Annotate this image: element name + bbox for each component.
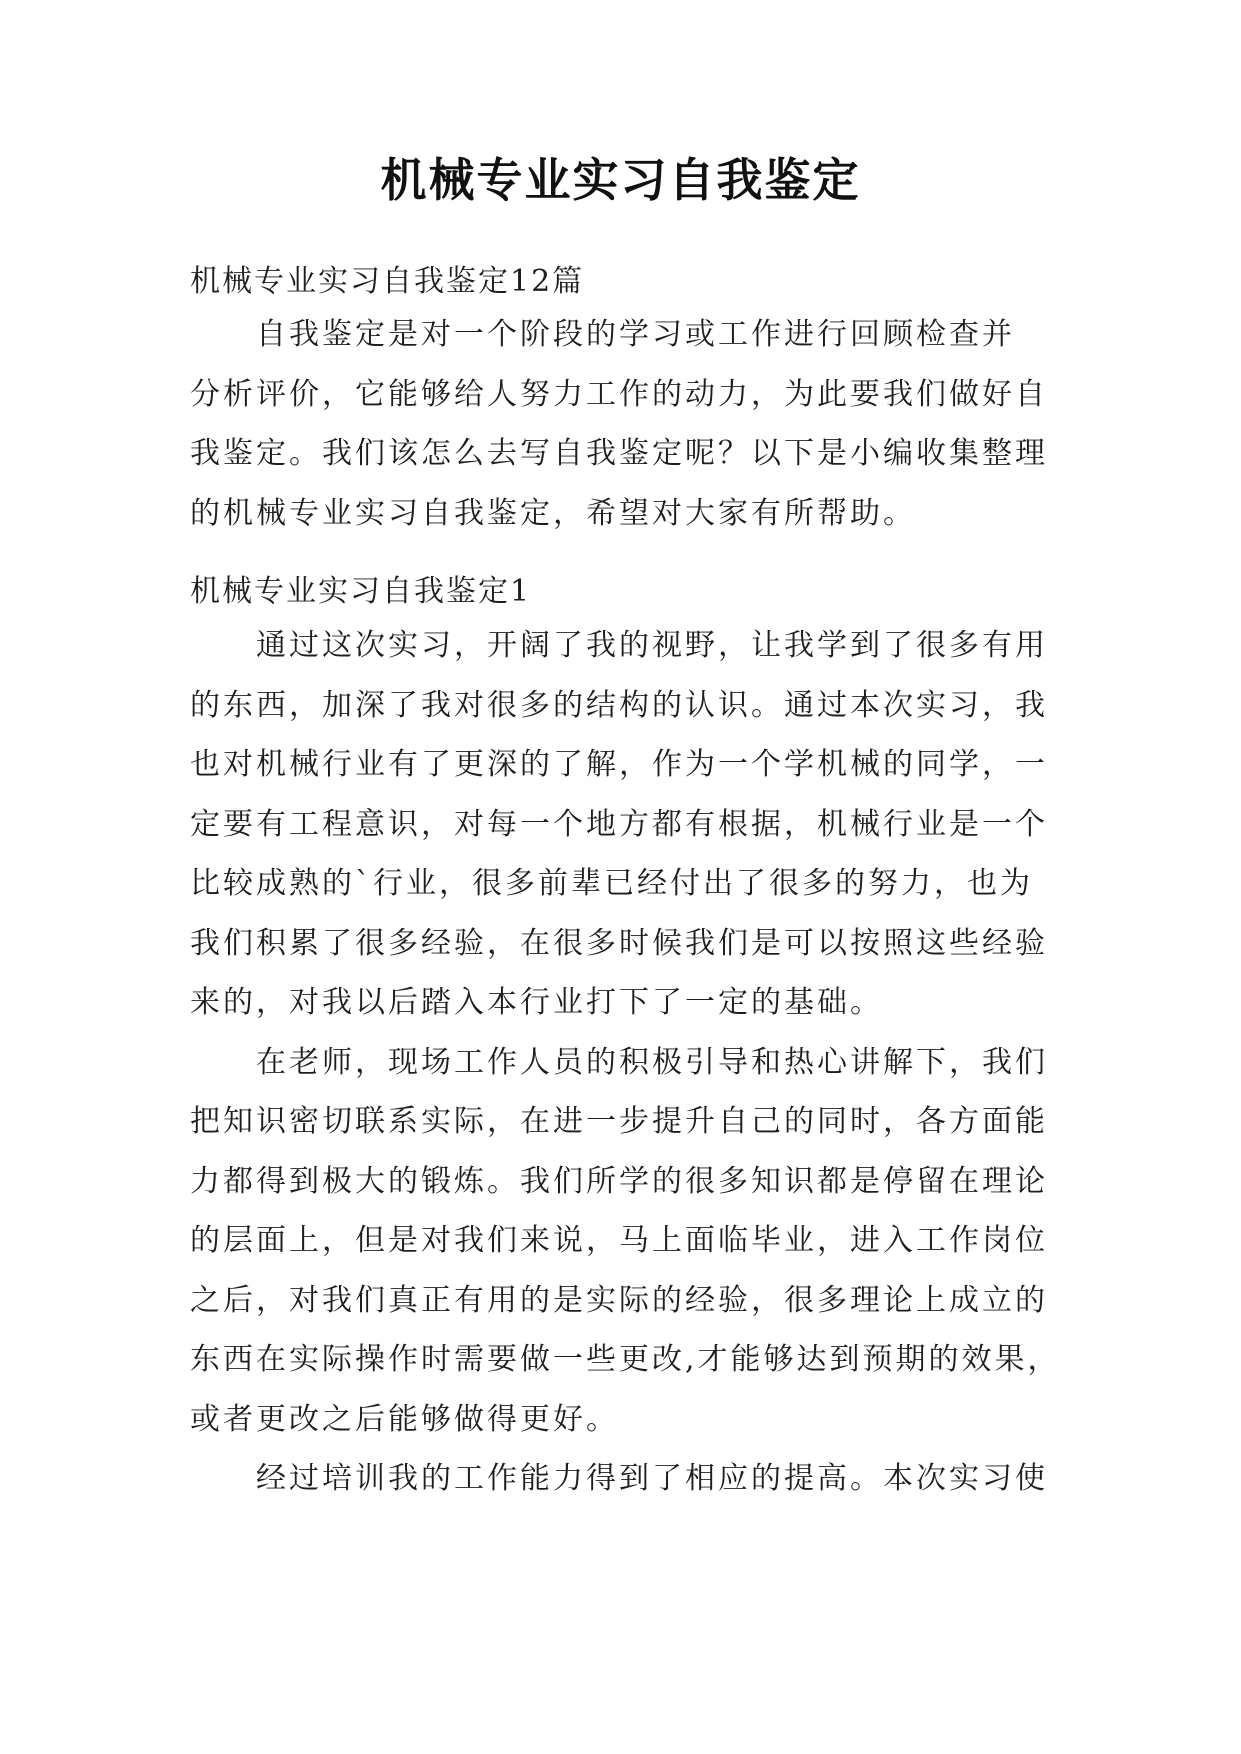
paragraph-line: 来的，对我以后踏入本行业打下了一定的基础。 xyxy=(190,985,883,1020)
paragraph-line: 把知识密切联系实际，在进一步提升自己的同时，各方面能 xyxy=(190,1104,1048,1139)
paragraph-line: 的层面上，但是对我们来说，马上面临毕业，进入工作岗位 xyxy=(190,1223,1048,1258)
paragraph-line: 力都得到极大的锻炼。我们所学的很多知识都是停留在理论 xyxy=(190,1163,1048,1199)
intro-line: 的机械专业实习自我鉴定，希望对大家有所帮助。 xyxy=(190,495,916,531)
paragraph-line: 之后，对我们真正有用的是实际的经验，很多理论上成立的 xyxy=(190,1282,1048,1318)
paragraph-line: 通过这次实习，开阔了我的视野，让我学到了很多有用 xyxy=(256,628,1048,663)
paragraph-line: 经过培训我的工作能力得到了相应的提高。本次实习使 xyxy=(256,1461,1048,1496)
paragraph-line: 我们积累了很多经验，在很多时候我们是可以按照这些经验 xyxy=(190,925,1048,961)
paragraph-line: 或者更改之后能够做得更好。 xyxy=(190,1401,619,1437)
paragraph-1 xyxy=(190,616,1061,1509)
paragraph-line: 比较成熟的`行业，很多前辈已经付出了很多的努力，也为 xyxy=(190,866,1033,901)
paragraph-line: 东西在实际操作时需要做一些更改,才能够达到预期的效果， xyxy=(190,1342,1061,1377)
paragraph-line: 的东西，加深了我对很多的结构的认识。通过本次实习，我 xyxy=(190,687,1048,723)
paragraph-line: 在老师，现场工作人员的积极引导和热心讲解下，我们 xyxy=(256,1044,1048,1080)
intro-line: 我鉴定。我们该怎么去写自我鉴定呢？以下是小编收集整理 xyxy=(190,436,1048,471)
intro-line: 自我鉴定是对一个阶段的学习或工作进行回顾检查并 xyxy=(256,317,1015,352)
intro-paragraph xyxy=(190,305,1055,543)
paragraph-line: 定要有工程意识，对每一个地方都有根据，机械行业是一个 xyxy=(190,806,1048,842)
intro-line: 分析评价，它能够给人努力工作的动力，为此要我们做好自 xyxy=(190,376,1048,412)
section-heading: 机械专业实习自我鉴定1 xyxy=(190,574,532,609)
paragraph-line: 也对机械行业有了更深的了解，作为一个学机械的同学，一 xyxy=(190,747,1048,782)
document-subtitle: 机械专业实习自我鉴定12篇 xyxy=(190,264,585,299)
document-title: 机械专业实习自我鉴定 xyxy=(380,153,861,207)
